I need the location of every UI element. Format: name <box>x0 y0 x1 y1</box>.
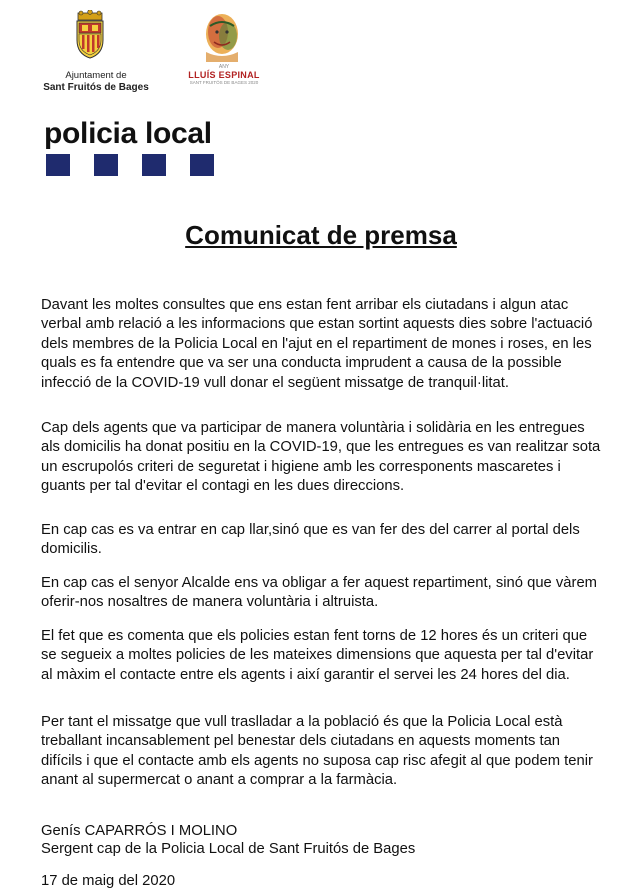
body-paragraph: Cap dels agents que va participar de manera voluntària i solidària en les entregues als domicilis ha donat positiu en la COVID-19, que les entregues es van realitzar sota un escrupolós criteri de seguretat i higiene amb les corresponents mascaretes i guants per tal d'evitar el contagi en les dues direccions. <box>41 420 601 495</box>
document-date: 17 de maig del 2020 <box>41 873 176 889</box>
ajuntament-name <box>40 70 152 94</box>
brand-square <box>94 154 118 176</box>
espinal-year-label: ANY <box>218 64 230 70</box>
ajuntament-line1: Ajuntament de <box>65 70 127 81</box>
municipal-crest-logo <box>72 10 108 60</box>
policia-local-wordmark: policia local <box>44 117 212 150</box>
brand-square <box>190 154 214 176</box>
ajuntament-line2: Sant Fruitós de Bages <box>43 82 149 93</box>
body-paragraph: En cap cas el senyor Alcalde ens va obligar a fer aquest repartiment, sinó que vàrem oferir-nos nosaltres de manera voluntària i altruista. <box>41 575 598 611</box>
body-paragraph: Davant les moltes consultes que ens estan fent arribar els ciutadans i algun atac verbal amb relació a les informacions que estan sortint aquests dies sobre l'actuació dels membres de la Policia Local en l'ajut en el repartiment de mones i roses, en les quals es fa entendre que va ser una conducta imprudent a causa de la possible infecció de la COVID-19 vull donar el següent missatge de tranquil·litat. <box>41 297 593 391</box>
brand-square <box>142 154 166 176</box>
espinal-subtitle: SANT FRUITÓS DE BAGES 2020 <box>189 80 259 85</box>
document-title: Comunicat de premsa <box>185 220 457 250</box>
body-paragraph: El fet que es comenta que els policies estan fent torns de 12 hores és un criteri que se segueix a moltes policies de les mateixes dimensions que aquesta per tal d'evitar al màxim el contacte entre els agents i així garantir el servei les 24 hores del dia. <box>41 628 594 683</box>
body-paragraph: Per tant el missatge que vull traslladar a la població és que la Policia Local està treballant incansablement pel benestar dels ciutadans en aquests moments tan difícils i que el contacte amb els agents no suposa cap risc afegit al que podem tenir anant al supermercat o anant a comprar a la farmàcia. <box>41 714 593 789</box>
brand-square <box>46 154 70 176</box>
body-paragraph: En cap cas es va entrar en cap llar,sinó que es van fer des del carrer al portal dels domicilis. <box>41 522 580 558</box>
espinal-caption <box>180 64 268 86</box>
signature-name: Genís CAPARRÓS I MOLINO <box>41 823 238 839</box>
signature-role: Sergent cap de la Policia Local de Sant Fruitós de Bages <box>41 841 416 857</box>
policia-local-squares <box>46 154 226 176</box>
espinal-name: LLUÍS ESPINAL <box>188 70 260 80</box>
